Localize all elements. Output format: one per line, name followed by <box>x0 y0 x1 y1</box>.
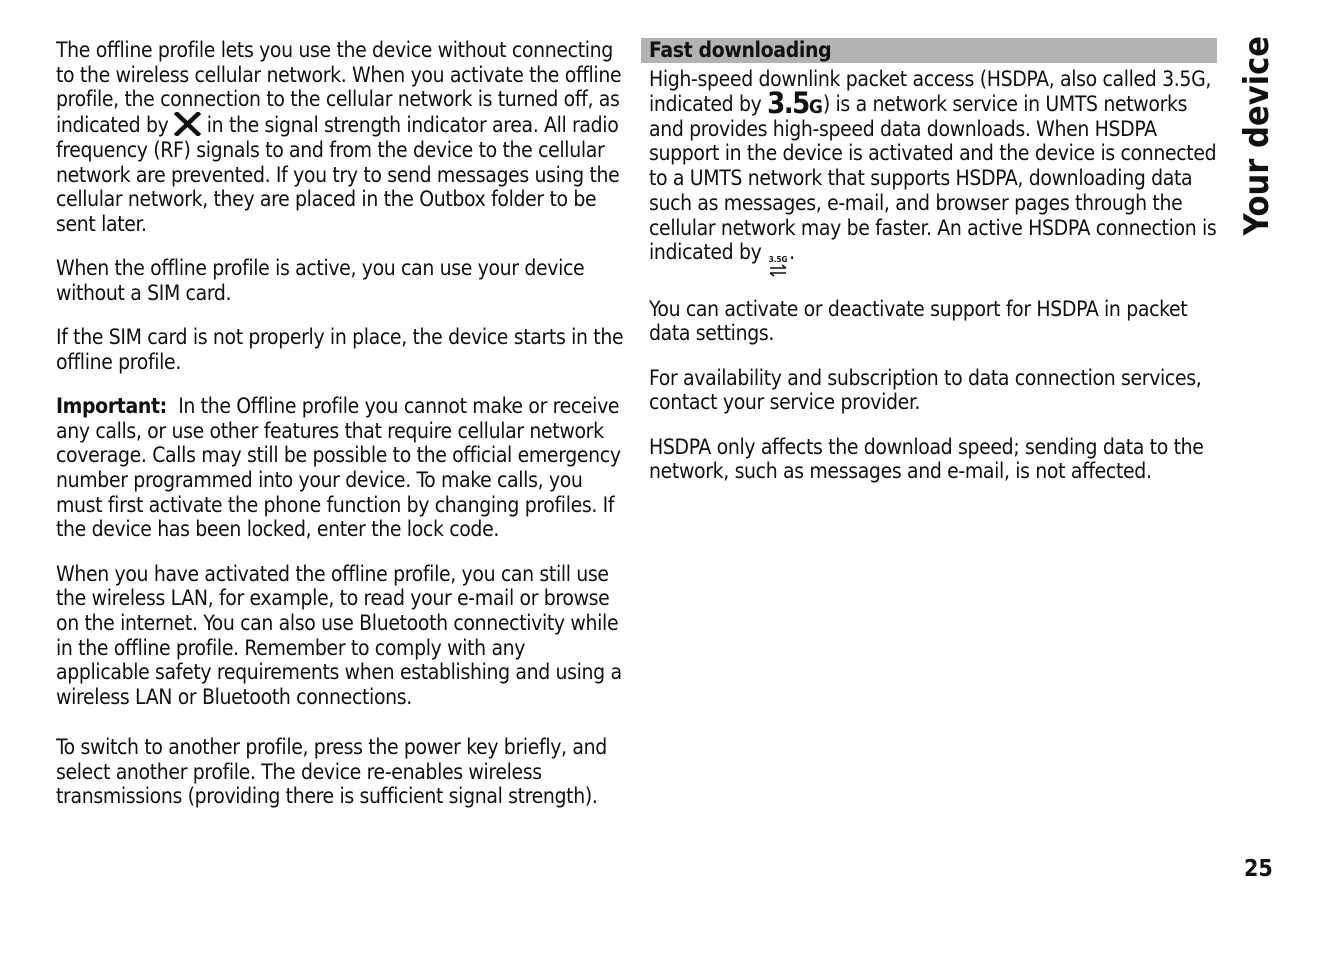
right-column <box>641 38 1217 484</box>
offline-intro-text-b: in the signal strength indicator area. All radio frequency (RF) signals to and from the device to the cellular network are prevented. If you try to send messages using the cellular network, they are placed in the Outbox folder to be sent later. <box>56 113 620 236</box>
network-35g-icon-sub: G <box>808 95 823 118</box>
hsdpa-intro-text-a: High-speed downlink packet access (HSDPA, also called 3.5G, indicated by <box>649 67 1212 116</box>
hsdpa-active-icon <box>768 256 788 277</box>
hsdpa-active-icon-label: 3.5G <box>768 255 788 265</box>
hsdpa-intro-text-b: ) is a network service in UMTS networks and provides high-speed data downloads. When HSDPA support in the device is activated and the device is connected to a UMTS network that supports HSDPA, downloading data such as messages, e-mail, and browser pages through the cellular network may be faster. An active HSDPA connection is indicated by <box>649 91 1217 265</box>
important-label: Important: <box>56 393 167 418</box>
switch-profile-paragraph: To switch to another profile, press the power key briefly, and select another profile. The device re-enables wireless transmissions (providing there is sufficient signal strength). <box>56 734 607 809</box>
sim-not-in-place-paragraph: If the SIM card is not properly in place, the device starts in the offline profile. <box>56 325 624 374</box>
important-note <box>56 394 624 542</box>
network-35g-icon <box>767 85 823 120</box>
offline-x-icon <box>174 112 201 136</box>
network-35g-icon-main: 3.5 <box>767 85 809 120</box>
page-number: 25 <box>1244 856 1273 882</box>
offline-no-sim-paragraph: When the offline profile is active, you can use your device without a SIM card. <box>56 256 585 305</box>
important-text: In the Offline profile you cannot make or receive any calls, or use other features that require cellular network coverage. Calls may still be possible to the official emergency number programmed into your device. To make calls, you must first activate the phone function by changing profiles. If the device has been locked, enter the lock code. <box>56 393 621 542</box>
wlan-bluetooth-paragraph: When you have activated the offline profile, you can still use the wireless LAN, for example, to read your e-mail or browse on the internet. You can also use Bluetooth connectivity while in the offline profile. Remember to comply with any applicable safety requirements when establishing and using a wireless LAN or Bluetooth connections. <box>56 561 622 710</box>
chapter-side-title: Your device <box>1237 36 1277 236</box>
download-speed-paragraph: HSDPA only affects the download speed; sending data to the network, such as messages and e-mail, is not affected. <box>649 434 1204 484</box>
hsdpa-intro-text-c: . <box>789 240 795 265</box>
hsdpa-intro-paragraph <box>649 67 1217 277</box>
section-heading: Fast downloading <box>641 38 1217 63</box>
availability-paragraph: For availability and subscription to data connection services, contact your service provider. <box>649 365 1202 415</box>
offline-intro-paragraph <box>56 38 624 237</box>
hsdpa-settings-paragraph: You can activate or deactivate support for HSDPA in packet data settings. <box>649 296 1188 346</box>
left-column <box>56 38 624 809</box>
offline-intro-text-a: The offline profile lets you use the device without connecting to the wireless cellular network. When you activate the offline profile, the connection to the cellular network is turned off, as indicated by <box>56 38 622 138</box>
